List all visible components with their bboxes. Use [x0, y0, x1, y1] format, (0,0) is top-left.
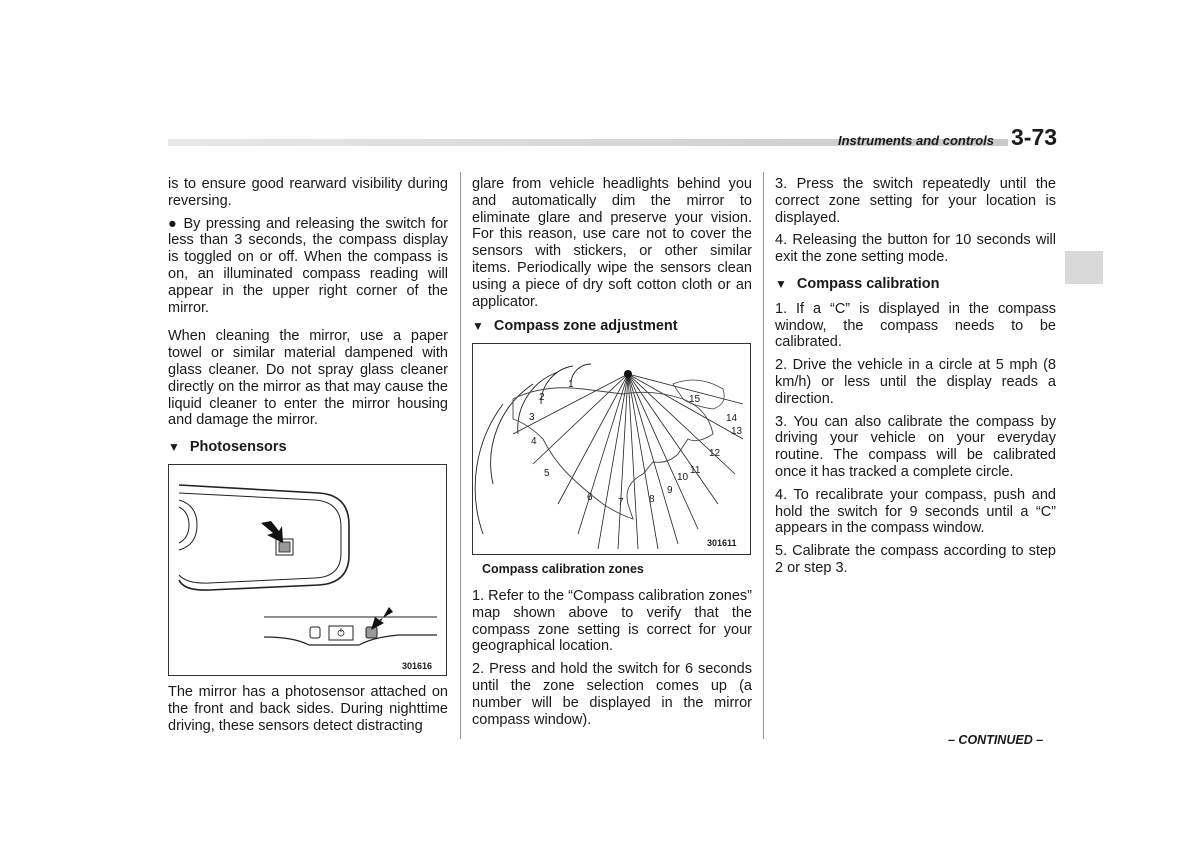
paragraph: is to ensure good rearward visibility during reversing. — [168, 176, 448, 209]
zone-label: 15 — [689, 394, 701, 406]
triangle-marker-icon: ▼ — [168, 440, 180, 455]
paragraph: 4. Releasing the button for 10 seconds will exit the zone setting mode. — [775, 232, 1056, 266]
column-divider — [460, 172, 461, 739]
zone-label: 12 — [709, 448, 721, 460]
paragraph: 4. To recalibrate your compass, push and hold the switch for 9 seconds until a “C” appears in the compass window. — [775, 486, 1056, 537]
zone-label: 10 — [677, 472, 689, 484]
paragraph: 3. You can also calibrate the compass by driving your vehicle on your everyday routine. The compass will be calibrated once it has tracked a complete circle. — [775, 413, 1056, 480]
zone-label: 6 — [587, 492, 593, 504]
paragraph: glare from vehicle headlights behind you and automatically dim the mirror to eliminate glare and preserve your vision. For this reason, use care not to cover the sensors with stickers, or other similar items. Periodically wipe the sensors clean using a piece of dry soft cotton cloth or an applicator. — [472, 176, 752, 310]
zone-label: 9 — [667, 485, 673, 497]
section-heading-compass-zone — [472, 318, 752, 335]
heading-label: Compass zone adjustment — [493, 318, 678, 335]
zone-label: 3 — [529, 412, 535, 424]
chapter-tab — [1065, 251, 1103, 284]
column-2 — [472, 176, 752, 734]
zone-label: 13 — [731, 426, 743, 438]
mirror-illustration — [169, 465, 446, 675]
paragraph: 3. Press the switch repeatedly until the correct zone setting for your location is displayed. — [775, 176, 1056, 226]
triangle-marker-icon: ▼ — [472, 319, 484, 334]
paragraph: 1. Refer to the “Compass calibration zones” map shown above to verify that the compass zone setting is correct for your geographical location. — [472, 587, 752, 655]
section-heading-photosensors — [168, 439, 448, 456]
continued-label: – CONTINUED – — [948, 733, 1044, 747]
compass-zone-map-figure — [472, 343, 751, 555]
figure-code: 301611 — [707, 538, 737, 549]
page-number: 3-73 — [1011, 124, 1058, 150]
paragraph: When cleaning the mirror, use a paper towel or similar material dampened with glass cleaner. Do not spray glass cleaner directly on the mirror as that may cause the liquid cleaner to enter the mirror housing and damage the mirror. — [168, 328, 448, 429]
zone-label: 8 — [649, 494, 655, 506]
column-1 — [168, 176, 448, 740]
paragraph: The mirror has a photosensor attached on the front and back sides. During nighttime driving, these sensors detect distracting — [168, 683, 448, 734]
zone-label: 5 — [544, 468, 550, 480]
zone-label: 1 — [568, 379, 574, 391]
paragraph: 2. Drive the vehicle in a circle at 5 mph (8 km/h) or less until the display reads a direction. — [775, 357, 1056, 407]
paragraph: 2. Press and hold the switch for 6 seconds until the zone selection comes up (a number will be displayed in the mirror compass window). — [472, 661, 752, 728]
paragraph: 1. If a “C” is displayed in the compass window, the compass needs to be calibrated. — [775, 300, 1056, 351]
column-divider — [763, 172, 764, 739]
zone-label: 11 — [690, 465, 701, 477]
section-heading-compass-calibration — [775, 276, 1056, 293]
mirror-figure — [168, 464, 447, 676]
section-title: Instruments and controls — [838, 133, 995, 148]
figure-caption: Compass calibration zones — [482, 562, 644, 577]
zone-label: 14 — [726, 413, 738, 425]
heading-label: Photosensors — [189, 439, 287, 456]
zone-label: 7 — [618, 497, 624, 509]
paragraph: 5. Calibrate the compass according to step 2 or step 3. — [775, 543, 1056, 576]
heading-label: Compass calibration — [796, 275, 940, 292]
bullet-paragraph: ● By pressing and releasing the switch for less than 3 seconds, the compass display is toggled on or off. When the compass is on, an illuminated compass reading will appear in the upper right corner of the mirror. — [168, 215, 448, 316]
zone-label: 2 — [539, 392, 545, 404]
triangle-marker-icon: ▼ — [775, 276, 787, 291]
figure-code: 301616 — [402, 660, 433, 671]
column-3 — [775, 176, 1056, 583]
zone-label: 4 — [531, 436, 537, 448]
